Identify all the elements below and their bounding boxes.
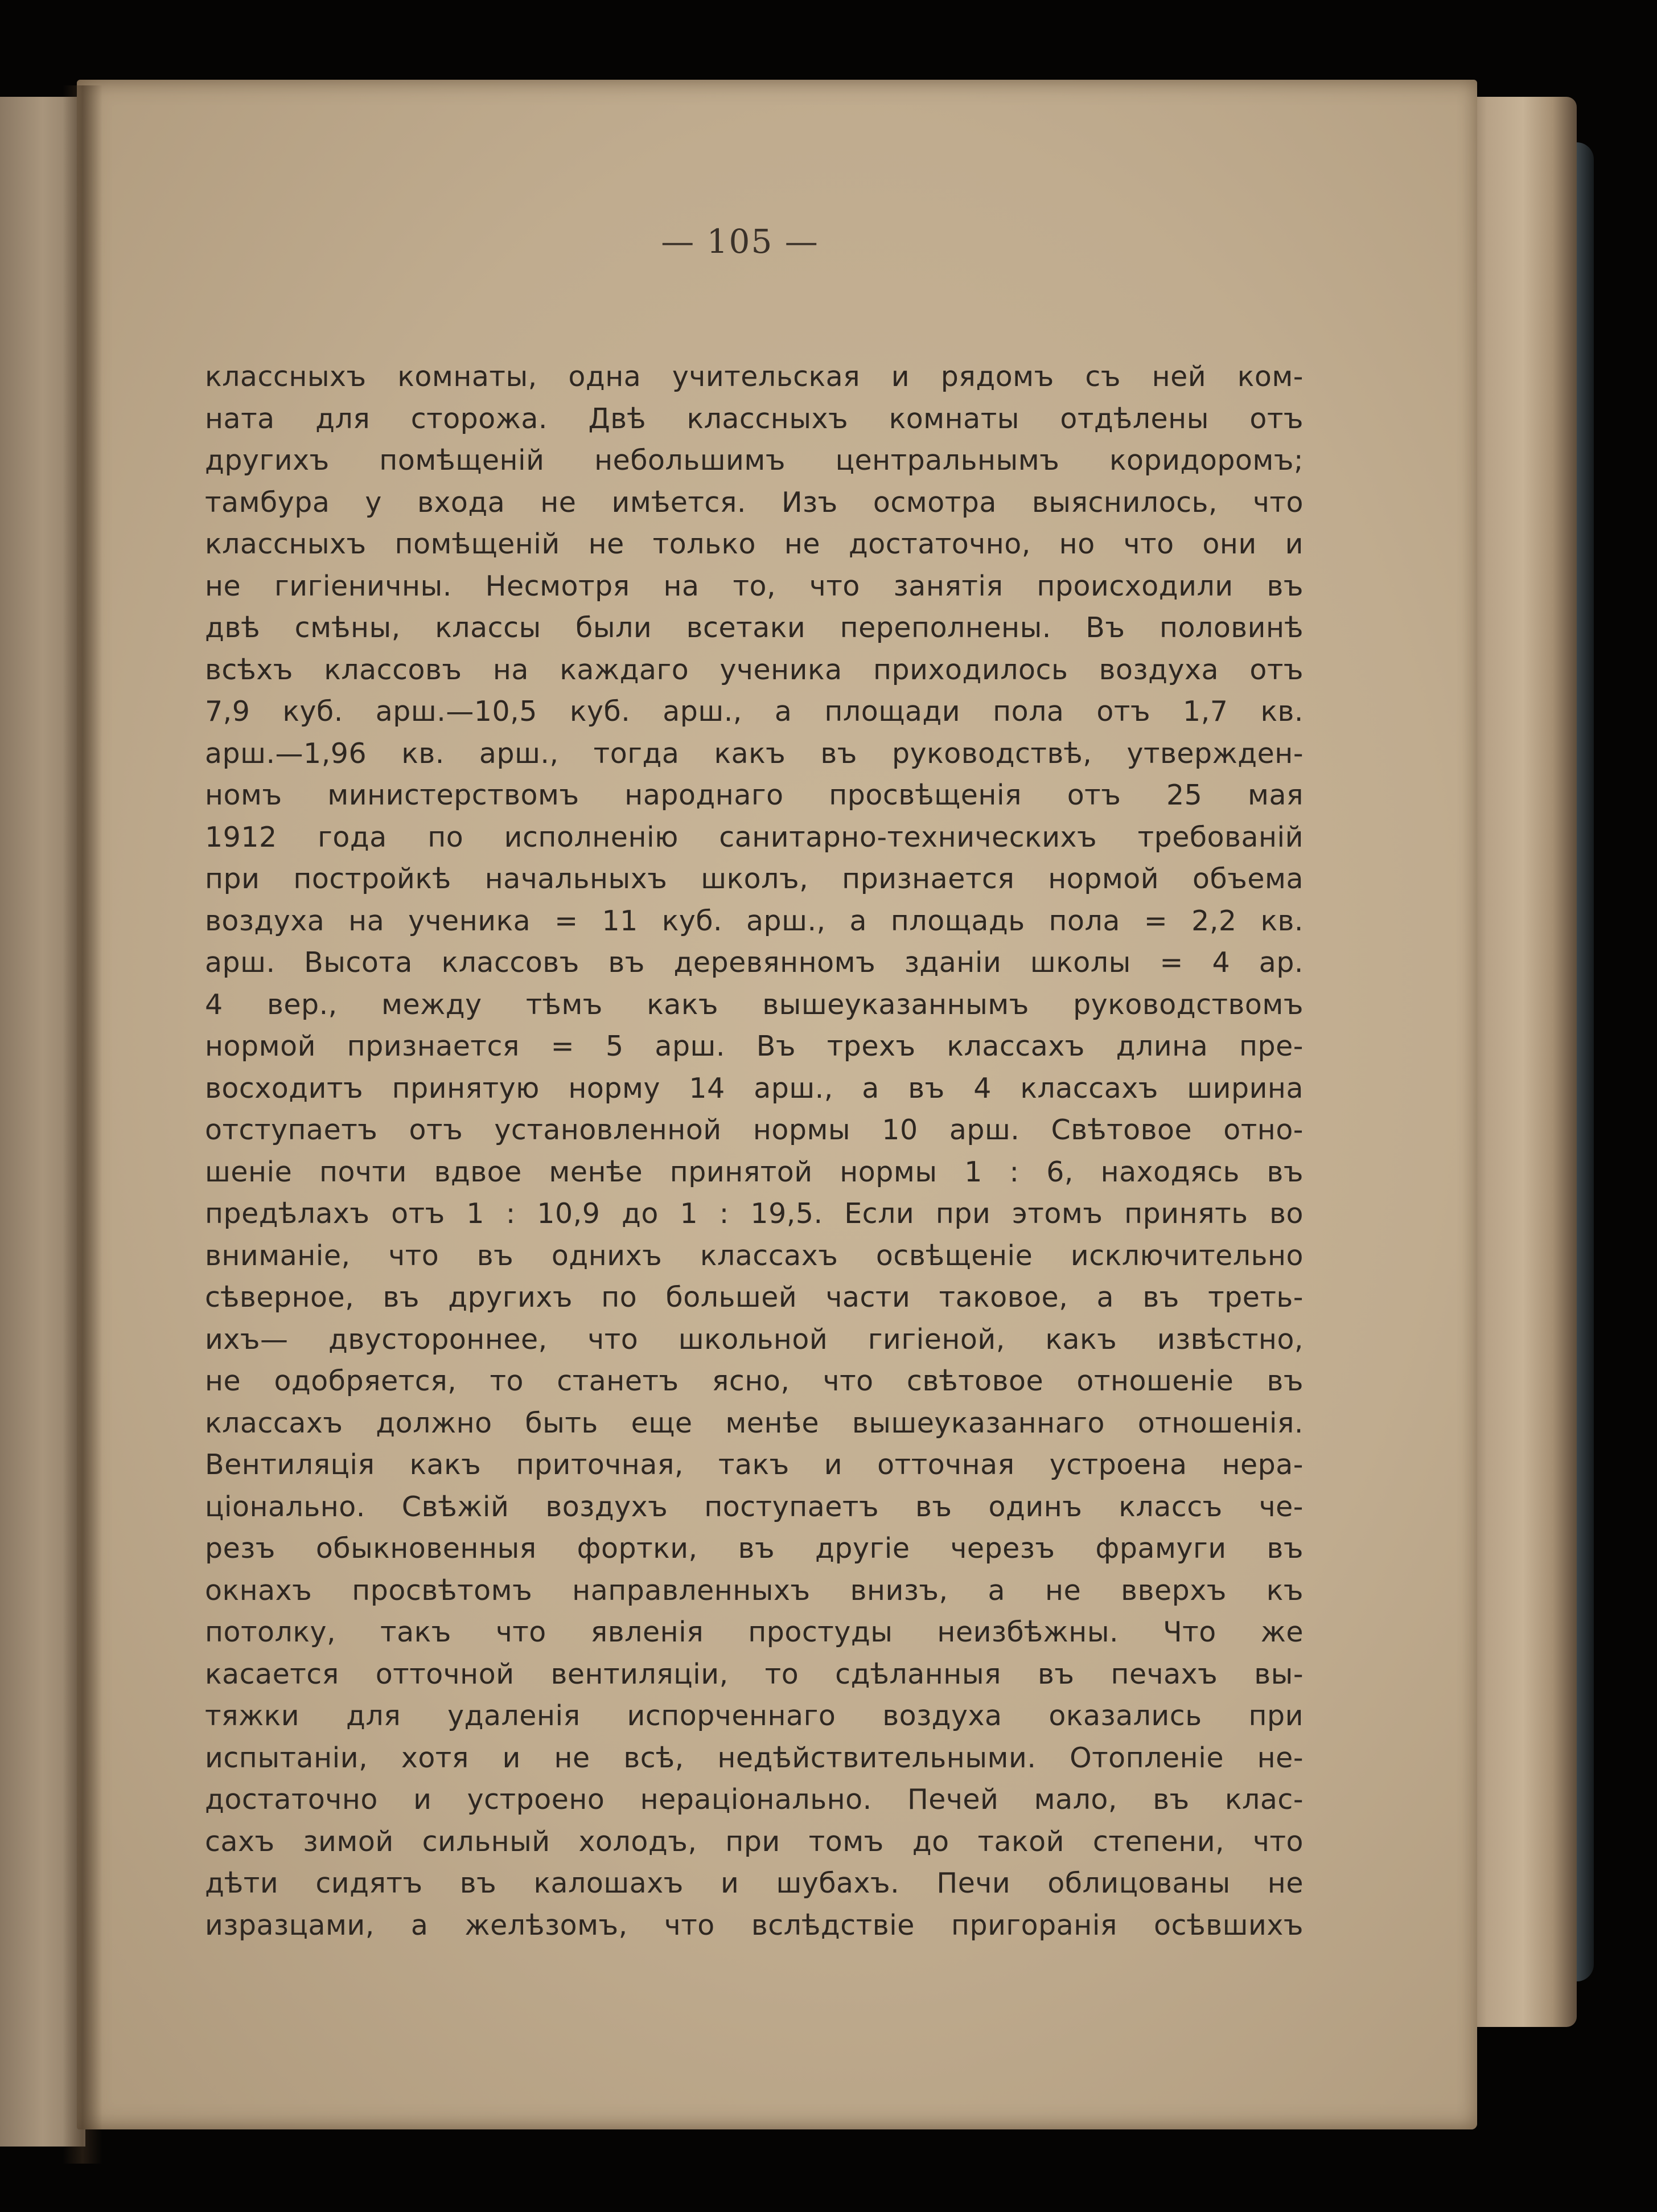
text-line: классныхъ комнаты, одна учительская и рядомъ съ ней ком- <box>205 360 1304 393</box>
text-line: классахъ должно быть еще менѣе вышеуказаннаго отношенія. <box>205 1406 1304 1439</box>
text-line: номъ министерствомъ народнаго просвѣщенія отъ 25 мая <box>205 779 1304 811</box>
text-line: при постройкѣ начальныхъ школъ, признается нормой объема <box>205 863 1304 895</box>
text-line: 1912 года по исполненію санитарно-техническихъ требованій <box>205 820 1304 853</box>
page-number: — 105 — <box>661 222 819 261</box>
text-line: всѣхъ классовъ на каждаго ученика приходилось воздуха отъ <box>205 653 1304 686</box>
text-line: арш.—1,96 кв. арш., тогда какъ въ руководствѣ, утвержден- <box>205 737 1304 770</box>
book-gutter <box>63 85 102 2164</box>
text-line: нормой признается = 5 арш. Въ трехъ классахъ длина пре- <box>205 1030 1304 1062</box>
text-line: восходитъ принятую норму 14 арш., а въ 4 классахъ ширина <box>205 1072 1304 1105</box>
text-line: Вентиляція какъ приточная, такъ и отточная устроена нера- <box>205 1448 1304 1481</box>
text-line: сахъ зимой сильный холодъ, при томъ до такой степени, что <box>205 1825 1304 1858</box>
text-line: 7,9 куб. арш.—10,5 куб. арш., а площади пола отъ 1,7 кв. <box>205 695 1304 728</box>
text-line: достаточно и устроено нераціонально. Печей мало, въ клас- <box>205 1783 1304 1816</box>
text-line: испытаніи, хотя и не всѣ, недѣйствительными. Отопленіе не- <box>205 1741 1304 1774</box>
text-line: воздуха на ученика = 11 куб. арш., а площадь пола = 2,2 кв. <box>205 904 1304 937</box>
text-line: не одобряется, то станетъ ясно, что свѣтовое отношеніе въ <box>205 1365 1304 1397</box>
text-line: дѣти сидятъ въ калошахъ и шубахъ. Печи облицованы не <box>205 1867 1304 1899</box>
text-line: отступаетъ отъ установленной нормы 10 арш. Свѣтовое отно- <box>205 1114 1304 1146</box>
text-line: двѣ смѣны, классы были всетаки переполнены. Въ половинѣ <box>205 612 1304 644</box>
page-body-text <box>205 356 1304 1946</box>
text-line: 4 вер., между тѣмъ какъ вышеуказаннымъ руководствомъ <box>205 988 1304 1021</box>
text-line: окнахъ просвѣтомъ направленныхъ внизъ, а не вверхъ къ <box>205 1574 1304 1607</box>
text-line: вниманіе, что въ однихъ классахъ освѣщеніе исключительно <box>205 1239 1304 1272</box>
text-line: другихъ помѣщеній небольшимъ центральнымъ коридоромъ; <box>205 444 1304 477</box>
text-line: арш. Высота классовъ въ деревянномъ зданіи школы = 4 ар. <box>205 946 1304 979</box>
text-line: сѣверное, въ другихъ по большей части таковое, а въ треть- <box>205 1281 1304 1314</box>
text-line: потолку, такъ что явленія простуды неизбѣжны. Что же <box>205 1616 1304 1648</box>
text-line: ихъ— двустороннее, что школьной гигіеной, какъ извѣстно, <box>205 1323 1304 1356</box>
text-line: не гигіеничны. Несмотря на то, что занятія происходили въ <box>205 569 1304 602</box>
text-line: классныхъ помѣщеній не только не достаточно, но что они и <box>205 528 1304 560</box>
text-line: тяжки для удаленія испорченнаго воздуха оказались при <box>205 1700 1304 1732</box>
text-line: шеніе почти вдвое менѣе принятой нормы 1 : 6, находясь въ <box>205 1155 1304 1188</box>
text-line: ната для сторожа. Двѣ классныхъ комнаты отдѣлены отъ <box>205 402 1304 435</box>
text-line: предѣлахъ отъ 1 : 10,9 до 1 : 19,5. Если при этомъ принять во <box>205 1197 1304 1230</box>
text-line: резъ обыкновенныя фортки, въ другіе черезъ фрамуги въ <box>205 1532 1304 1565</box>
text-line: ціонально. Свѣжій воздухъ поступаетъ въ одинъ классъ че- <box>205 1490 1304 1523</box>
text-line: изразцами, а желѣзомъ, что вслѣдствіе пригоранія осѣвшихъ <box>205 1909 1304 1942</box>
text-line: касается отточной вентиляціи, то сдѣланныя въ печахъ вы- <box>205 1657 1304 1690</box>
text-line: тамбура у входа не имѣется. Изъ осмотра выяснилось, что <box>205 486 1304 519</box>
